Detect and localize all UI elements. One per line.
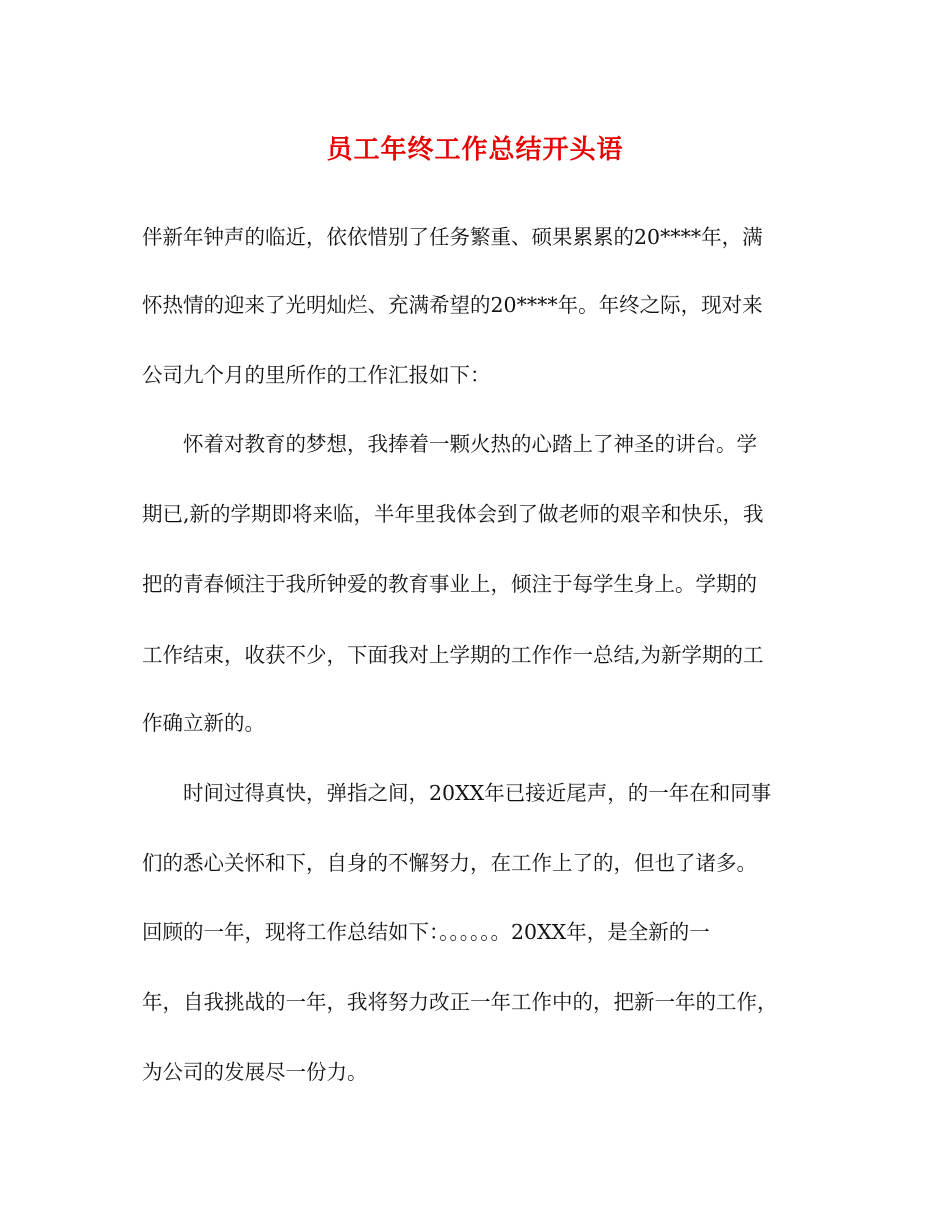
body-line: 时间过得真快，弹指之间，20XX年已接近尾声，的一年在和同事 — [142, 781, 772, 805]
body-line: 伴新年钟声的临近，依依惜别了任务繁重、硕果累累的20****年，满 — [142, 225, 763, 249]
body-line: 回顾的一年，现将工作总结如下：。。。。。。20XX年，是全新的一 — [142, 920, 710, 944]
body-line: 把的青春倾注于我所钟爱的教育事业上，倾注于每学生身上。学期的 — [142, 572, 757, 596]
body-line: 怀着对教育的梦想，我捧着一颗火热的心踏上了神圣的讲台。学 — [142, 432, 757, 456]
body-line: 公司九个月的里所作的工作汇报如下： — [142, 363, 491, 387]
body-line: 为公司的发展尽一份力。 — [142, 1060, 368, 1084]
body-line: 工作结束，收获不少，下面我对上学期的工作作一总结,为新学期的工 — [142, 643, 764, 667]
document-title: 员工年终工作总结开头语 — [326, 135, 624, 165]
body-line: 作确立新的。 — [142, 711, 265, 735]
body-line: 们的悉心关怀和下，自身的不懈努力，在工作上了的，但也了诸多。 — [142, 851, 757, 875]
body-line: 年，自我挑战的一年，我将努力改正一年工作中的，把新一年的工作， — [142, 990, 778, 1014]
body-line: 怀热情的迎来了光明灿烂、充满希望的20****年。年终之际，现对来 — [142, 293, 763, 317]
body-line: 期已,新的学期即将来临，半年里我体会到了做老师的艰辛和快乐，我 — [142, 502, 764, 526]
